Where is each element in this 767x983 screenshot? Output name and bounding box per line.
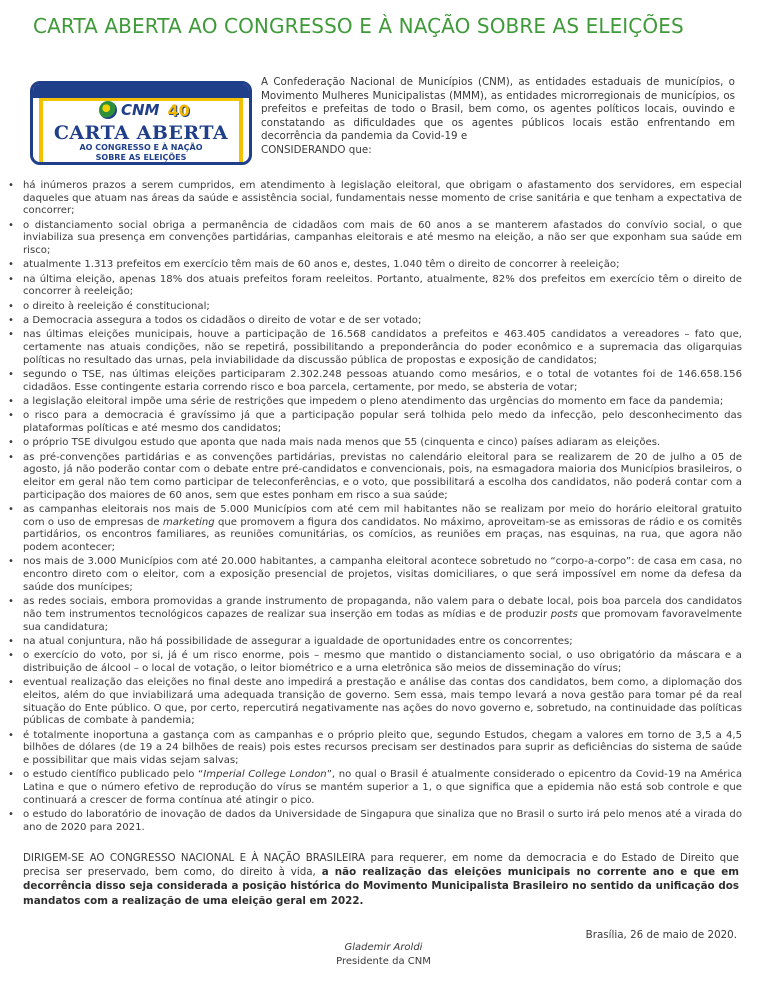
logo-subheading-2: SOBRE AS ELEIÇÕES <box>95 153 187 162</box>
bullet-icon: • <box>8 808 14 820</box>
consideration-item <box>8 180 742 218</box>
consideration-text: o próprio TSE divulgou estudo que aponta que nada mais nada menos que 55 (cinquenta e cinco) países adiaram as eleições. <box>23 437 661 449</box>
closing-paragraph <box>23 851 739 908</box>
letter-date: Brasília, 26 de maio de 2020. <box>585 929 737 941</box>
consideration-text: nos mais de 3.000 Municípios com até 20.000 habitantes, a campanha eleitoral acontece sobretudo no “corpo-a-corpo”: de casa em casa, no encontro direto com o eleitor, com a exposição presencial de projetos, visitas domiciliares, o que será impossível em nome da defesa da saúde dos munícipes; <box>23 556 742 593</box>
bullet-icon: • <box>8 410 14 422</box>
bullet-icon: • <box>8 329 14 341</box>
consideration-item <box>8 809 742 834</box>
consideration-text: o estudo científico publicado pelo “Imperial College London”, no qual o Brasil é atualmente considerado o epicentro da Covid-19 na América Latina e que o número efetivo de reprodução do vírus se mantém superior a 1, o que significa que a epidemia não está sob controle e que continuará a crescer de forma contínua até atingir o pico. <box>23 769 743 806</box>
consideration-item <box>8 769 742 807</box>
consideration-item <box>8 220 742 258</box>
consideration-text: na atual conjuntura, não há possibilidade de assegurar a igualdade de oportunidades entre os concorrentes; <box>23 635 573 647</box>
consideration-item <box>8 730 742 768</box>
considerando-label: CONSIDERANDO que: <box>261 143 372 156</box>
consideration-text: segundo o TSE, nas últimas eleições participaram 2.302.248 pessoas atuando como mesários, e o total de votantes foi de 146.658.156 cidadãos. Esse contingente estaria correndo risco e boa parcela, certamente, por medo, se absteria de votar; <box>23 369 742 393</box>
anniversary-badge: 40 <box>167 100 190 120</box>
consideration-text: o risco para a democracia é gravíssimo já que a participação popular será tolhida pelo medo da infecção, pelo desconhecimento das plataformas políticas e até mesmo dos candidatos; <box>23 410 742 434</box>
signatory-name: Glademir Aroldi <box>344 942 423 953</box>
carta-aberta-logo <box>30 81 252 165</box>
consideration-text: as campanhas eleitorais nos mais de 5.000 Municípios com até cem mil habitantes não se realizam por meio do horário eleitoral gratuito com o uso de empresas de marketing que promovem a figura dos candidatos. No máximo, aproveitam-se as emissoras de rádio e os comitês partidários, os encontros familiares, as reuniões comunitárias, os comícios, as reuniões em praças, nas esquinas, na rua, que agora não podem acontecer; <box>23 504 742 554</box>
consideration-item <box>8 650 742 675</box>
consideration-item <box>8 452 742 503</box>
consideration-item <box>8 369 742 394</box>
consideration-item <box>8 301 742 314</box>
bullet-icon: • <box>8 650 14 662</box>
consideration-text: atualmente 1.313 prefeitos em exercício têm mais de 60 anos e, destes, 1.040 têm o direito de concorrer à reeleição; <box>23 259 620 271</box>
closing-normal-text: DIRIGEM-SE AO CONGRESSO NACIONAL E À NAÇÃO BRASILEIRA para requerer, em nome da democracia e do Estado de Direito que precisa ser preservado, bem como, do direito à vida, <box>23 852 739 879</box>
consideration-text: a Democracia assegura a todos os cidadãos o direito de votar e de ser votado; <box>23 315 422 326</box>
bullet-icon: • <box>8 300 14 312</box>
bullet-icon: • <box>8 437 14 449</box>
consideration-text: as pré-convenções partidárias e as convenções partidárias, previstas no calendário eleitoral para se realizarem de 20 de julho a 05 de agosto, já não poderão contar com o debate entre pré-candidatos e convencionais, pois, na esmagadora maioria dos Municípios brasileiros, o eleitor em geral não tem como participar de teleconferências, e o voto, que possibilitará a escolha dos candidatos, não poderá contar com a participação dos maiores de 60 anos, sem que estes ponham em risco a sua saúde; <box>23 451 742 501</box>
bullet-icon: • <box>8 369 14 380</box>
consideration-item <box>8 636 742 649</box>
bullet-icon: • <box>8 677 14 689</box>
consideration-text: a legislação eleitoral impõe uma série de restrições que impedem o pleno atendimento das urgências do momento em face da pandemia; <box>23 396 724 407</box>
consideration-text: o distanciamento social obriga a permanência de cidadãos com mais de 60 anos a se manterem afastados do convívio social, o que inviabiliza sua presença em convenções partidárias, campanhas eleitorais e até mesmo na eleição, a não ser que exponham sua saúde em risco; <box>23 219 742 257</box>
consideration-item <box>8 396 742 409</box>
cnm-wordmark: CNM <box>121 101 160 119</box>
page-title: CARTA ABERTA AO CONGRESSO E À NAÇÃO SOBRE AS ELEIÇÕES <box>33 14 684 38</box>
bullet-icon: • <box>8 259 14 271</box>
consideration-item <box>8 329 742 367</box>
consideration-text: as redes sociais, embora promovidas a grande instrumento de propaganda, não valem para o debate local, pois boa parcela dos candidatos não tem instrumentos tecnológicos capazes de realizar sua inserção em todas as mídias e de produzir posts que promovam favoravelmente sua candidatura; <box>23 596 742 633</box>
consideration-item <box>8 504 742 555</box>
consideration-text: eventual realização das eleições no final deste ano impedirá a prestação e análise das contas dos candidatos, bem como, a diplomação dos eleitos, além do que inviabilizará uma adequada transição de governo. Sem essa, mais tempo levará a nova gestão para tomar pé da real situação do Ente público. O que, por certo, repercutirá negativamente nas ações do novo governo e, sobretudo, na continuidade das políticas públicas de combate à pandemia; <box>23 677 742 727</box>
consideration-text: nas últimas eleições municipais, houve a participação de 16.568 candidatos a prefeitos e 463.405 candidatos a vereadores – fato que, certamente nas atuais condições, não se repetirá, possibilitando a preponderância do poder econômico e a supremacia das oligarquias políticas no resultado das urnas, pela inviabilidade da discussão pública de propostas e exposição de candidatos; <box>23 329 742 366</box>
logo-top-band <box>33 84 249 98</box>
intro-paragraph <box>261 76 735 158</box>
consideration-item <box>8 437 742 450</box>
consideration-text: o exercício do voto, por si, já é um risco enorme, pois – mesmo que mantido o distanciamento social, o uso obrigatório da máscara e a distribuição de álcool – o local de votação, o leitor biométrico e a urna eletrônica são meios de disseminação do vírus; <box>23 650 742 674</box>
bullet-icon: • <box>8 729 14 741</box>
logo-subheading-1: AO CONGRESSO E À NAÇÃO <box>79 143 203 152</box>
bullet-icon: • <box>8 504 14 515</box>
bullet-icon: • <box>8 556 14 568</box>
bullet-icon: • <box>8 273 14 285</box>
consideration-item <box>8 259 742 272</box>
consideration-item <box>8 274 742 299</box>
consideration-text: o direito à reeleição é constitucional; <box>23 300 210 312</box>
signatory-role: Presidente da CNM <box>336 956 431 967</box>
consideration-item <box>8 596 742 634</box>
cnm-mark <box>99 99 190 121</box>
consideration-text: na última eleição, apenas 18% dos atuais prefeitos foram reeleitos. Portanto, atualmente, 82% dos prefeitos em exercício têm o direito de concorrer à reeleição; <box>23 273 742 298</box>
consideration-item <box>8 677 742 728</box>
bullet-icon: • <box>8 769 14 781</box>
bullet-icon: • <box>8 635 14 647</box>
bullet-icon: • <box>8 180 14 191</box>
consideration-item <box>8 410 742 435</box>
bullet-icon: • <box>8 596 14 608</box>
bullet-icon: • <box>8 219 14 231</box>
globe-icon <box>99 101 117 119</box>
consideration-item <box>8 315 742 328</box>
bullet-icon: • <box>8 451 14 463</box>
considerations-list <box>8 180 742 836</box>
closing-bold-text: a não realização das eleições municipais no corrente ano e que em decorrência disso seja considerada a posição histórica do Movimento Municipalista Brasileiro no sentido da unificação dos mandatos com a realização de uma eleição geral em 2022. <box>23 866 739 907</box>
consideration-text: o estudo do laboratório de inovação de dados da Universidade de Singapura que sinaliza que no Brasil o surto irá pelo menos até a virada do ano de 2020 para 2021. <box>23 808 742 833</box>
consideration-text: é totalmente inoportuna a gastança com as campanhas e o próprio pleito que, segundo Estudos, chegam a valores em torno de 3,5 a 4,5 bilhões de dólares (de 19 a 24 bilhões de reais) pois estes recursos precisam ser destinados para suprir as deficiências do sistema de saúde e possibilitar que mais vidas sejam salvas; <box>23 729 742 766</box>
intro-text: A Confederação Nacional de Municípios (CNM), as entidades estaduais de municípios, o Movimento Mulheres Municipalistas (MMM), as entidades microrregionais de municípios, os prefeitos e prefeitas de todo o Brasil, bem como, os agentes políticos locais, ouvindo e constatando as dificuldades que os agentes públicos locais estão enfrentando em decorrência da pandemia da Covid-19 e <box>261 76 735 143</box>
consideration-item <box>8 556 742 594</box>
bullet-icon: • <box>8 396 14 407</box>
bullet-icon: • <box>8 315 14 326</box>
logo-heading: CARTA ABERTA <box>53 122 229 144</box>
consideration-text: há inúmeros prazos a serem cumpridos, em atendimento à legislação eleitoral, que obrigam o afastamento dos servidores, em especial daqueles que atuam nas áreas da saúde e assistência social, fundamentais nesse momento de crise sanitária e que tenham a expectativa de concorrer; <box>23 180 742 217</box>
